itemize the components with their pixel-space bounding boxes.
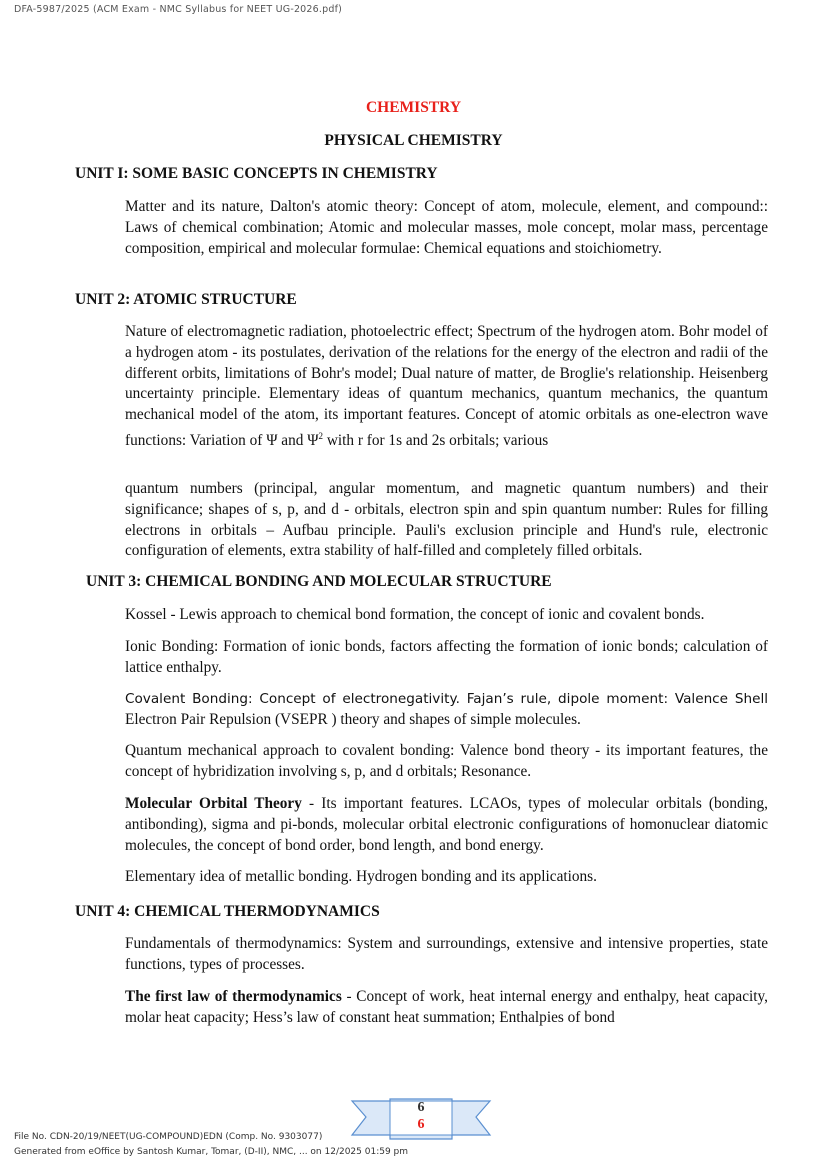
superscript-2: 2 <box>318 430 323 441</box>
unit-2-text-a: Nature of electromagnetic radiation, photoelectric effect; Spectrum of the hydrogen atom. Bohr model of a hydrogen atom - its postulates, derivation of the relations for the energy of the electron and radii of the different orbits, limitations of Bohr's model; Dual nature of matter, de Broglie's relationship. Heisenberg uncertainty principle. Elementary ideas of quantum mechanics, quantum mechanics, the quantum mechanical model of the atom, its important features. Concept of atomic orbitals as one-electron wave functions: Variation of Ψ and Ψ <box>125 323 768 450</box>
unit-3-paragraph-4: Quantum mechanical approach to covalent bonding: Valence bond theory - its important features, the concept of hybridization involving s, p, and d orbitals; Resonance. <box>125 742 768 780</box>
first-law-heading: The first law of thermodynamics <box>125 988 342 1005</box>
unit-4-title: UNIT 4: CHEMICAL THERMODYNAMICS <box>75 903 380 920</box>
unit-3-title: UNIT 3: CHEMICAL BONDING AND MOLECULAR STRUCTURE <box>86 573 552 590</box>
unit-2-paragraph-2: quantum numbers (principal, angular momentum, and magnetic quantum numbers) and their significance; shapes of s, p, and d - orbitals, electron spin and spin quantum number: Rules for filling electrons in orbitals – Aufbau principle. Pauli's exclusion principle and Hund's rule, electronic configuration of elements, extra stability of half-filled and completely filled orbitals. <box>125 480 768 560</box>
unit-4-paragraph-2 <box>125 987 768 1029</box>
unit-4-paragraph-1: Fundamentals of thermodynamics: System and surroundings, extensive and intensive properties, state functions, types of processes. <box>125 935 768 973</box>
mot-text: - Its important features. LCAOs, types of molecular orbitals (bonding, antibonding), sigma and pi-bonds, molecular orbital electronic configurations of homonuclear diatomic molecules, the concept of bond order, bond length, and bond energy. <box>125 795 768 854</box>
page-number-badge <box>350 1097 492 1141</box>
unit-3-paragraph-1: Kossel - Lewis approach to chemical bond formation, the concept of ionic and covalent bonds. <box>125 606 705 623</box>
page-number-ghost: 6 <box>417 1100 425 1115</box>
unit-1-paragraph: Matter and its nature, Dalton's atomic theory: Concept of atom, molecule, element, and compound:: Laws of chemical combination; Atomic and molecular masses, mole concept, molar mass, percentage composition, empirical and molecular formulae: Chemical equations and stoichiometry. <box>125 198 768 257</box>
unit-2-title: UNIT 2: ATOMIC STRUCTURE <box>75 291 297 308</box>
unit-3-paragraph-2: Ionic Bonding: Formation of ionic bonds, factors affecting the formation of ionic bonds; calculation of lattice enthalpy. <box>125 638 768 676</box>
unit-3-paragraph-3 <box>125 689 768 731</box>
footer-file-no: File No. CDN-20/19/NEET(UG-COMPOUND)EDN (Comp. No. 9303077) <box>14 1132 323 1142</box>
subject-title: CHEMISTRY <box>365 99 462 116</box>
page-number: 6 <box>417 1117 425 1132</box>
covalent-bonding-text: Covalent Bonding: Concept of electronegativity. Fajan’s rule, dipole moment: Valence Shell <box>125 691 768 707</box>
unit-3-paragraph-5 <box>125 794 768 856</box>
unit-2-paragraph-1 <box>125 322 768 452</box>
mot-heading: Molecular Orbital Theory <box>125 795 302 812</box>
unit-1-title: UNIT I: SOME BASIC CONCEPTS IN CHEMISTRY <box>75 165 438 182</box>
vsepr-text: Electron Pair Repulsion (VSEPR ) theory and shapes of simple molecules. <box>125 710 581 728</box>
pdf-header-meta: DFA-5987/2025 (ACM Exam - NMC Syllabus for NEET UG-2026.pdf) <box>14 4 343 15</box>
first-law-text: - Concept of work, heat internal energy and enthalpy, heat capacity, molar heat capacity; Hess’s law of constant heat summation; Enthalpies of bond <box>125 988 768 1026</box>
unit-3-paragraph-6: Elementary idea of metallic bonding. Hydrogen bonding and its applications. <box>125 868 597 885</box>
section-title: PHYSICAL CHEMISTRY <box>324 132 503 149</box>
footer-generated: Generated from eOffice by Santosh Kumar, Tomar, (D-II), NMC, ... on 12/2025 01:59 pm <box>14 1147 409 1157</box>
unit-2-text-b: with r for 1s and 2s orbitals; various <box>323 432 549 450</box>
